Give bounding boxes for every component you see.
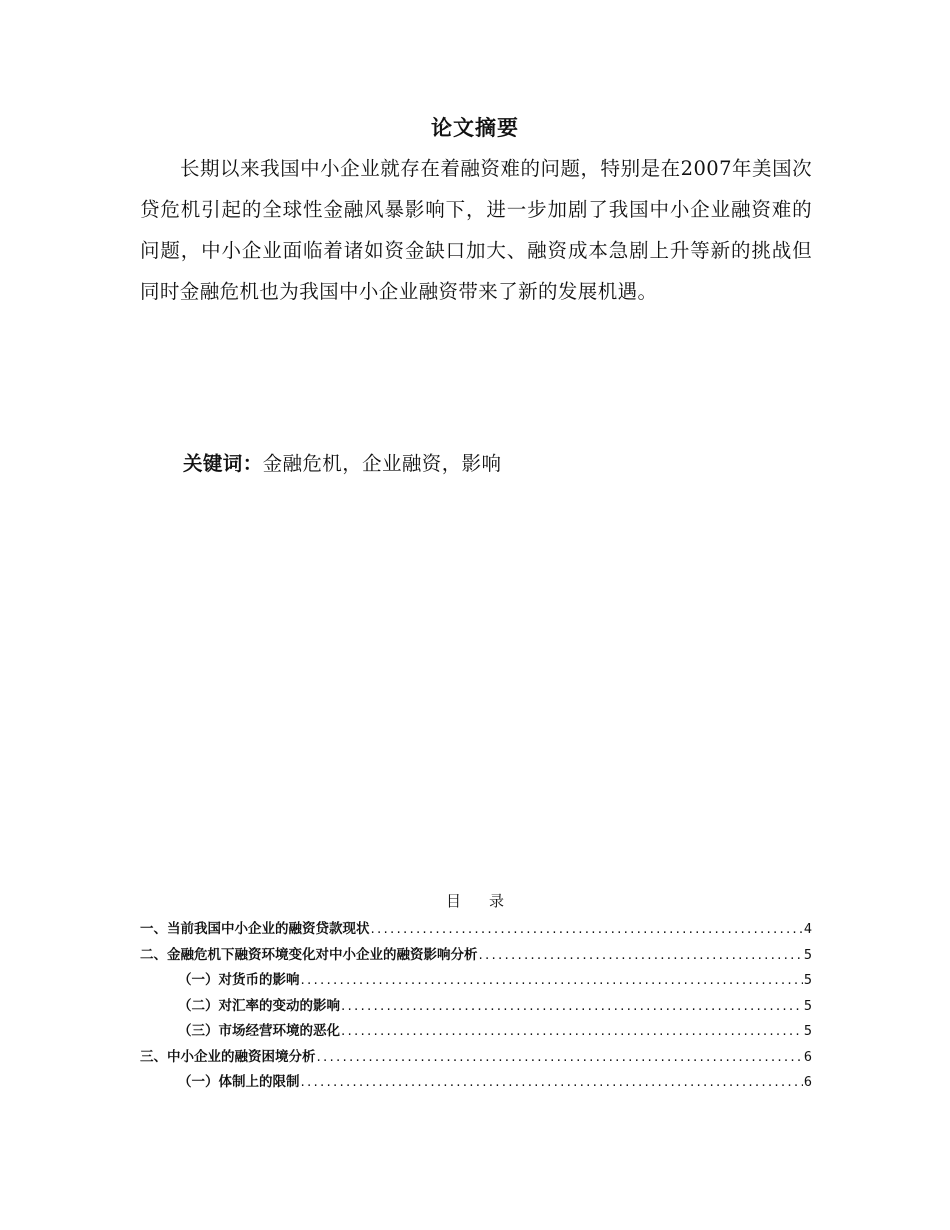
toc-entry-page: 5	[803, 997, 812, 1014]
toc-entry-page: 5	[803, 972, 812, 988]
toc-entry-page: 6	[803, 1074, 812, 1090]
toc-entry-page: 6	[803, 1048, 812, 1065]
toc-entry-text: （三）市场经营环境的恶化	[178, 1023, 340, 1039]
toc-leader-dots	[479, 943, 803, 969]
toc-leader-dots	[341, 994, 803, 1020]
abstract-title: 论文摘要	[431, 116, 519, 140]
toc-leader-dots	[317, 1045, 803, 1071]
toc-entry[interactable]	[140, 917, 812, 943]
toc-entry[interactable]	[140, 1019, 812, 1045]
toc-leader-dots	[371, 917, 803, 943]
toc-entry-text: 二、金融危机下融资环境变化对中小企业的融资影响分析	[140, 946, 478, 963]
toc-entry[interactable]	[140, 1045, 812, 1071]
toc-entry-text: （一）体制上的限制	[178, 1074, 300, 1090]
toc-leader-dots	[341, 1019, 803, 1045]
keywords-line	[183, 448, 501, 480]
toc-entry-text: 一、当前我国中小企业的融资贷款现状	[140, 921, 370, 937]
toc-leader-dots	[301, 1070, 803, 1096]
toc-entry-page: 5	[803, 946, 812, 963]
toc-entry-text: 三、中小企业的融资困境分析	[140, 1048, 316, 1065]
toc-entry-page: 5	[803, 1023, 812, 1039]
abstract-body: 长期以来我国中小企业就存在着融资难的问题，特别是在2007年美国次贷危机引起的全球性金融风暴影响下，进一步加剧了我国中小企业融资难的问题，中小企业面临着诸如资金缺口加大、融资成本急剧上升等新的挑战但同时金融危机也为我国中小企业融资带来了新的发展机遇。	[140, 157, 812, 303]
toc-entry-text: （一）对货币的影响	[178, 972, 300, 988]
keywords-value: 金融危机，企业融资，影响	[262, 452, 502, 475]
toc-entry[interactable]	[140, 943, 812, 969]
toc-leader-dots	[301, 968, 803, 994]
toc-entry[interactable]	[140, 1070, 812, 1096]
toc-entry[interactable]	[140, 994, 812, 1020]
toc-title: 目录	[445, 892, 532, 910]
toc-entry-text: （二）对汇率的变动的影响	[178, 997, 340, 1014]
table-of-contents	[140, 917, 812, 1096]
toc-entry[interactable]	[140, 968, 812, 994]
keywords-label: 关键词：	[183, 452, 263, 475]
toc-entry-page: 4	[803, 921, 812, 937]
